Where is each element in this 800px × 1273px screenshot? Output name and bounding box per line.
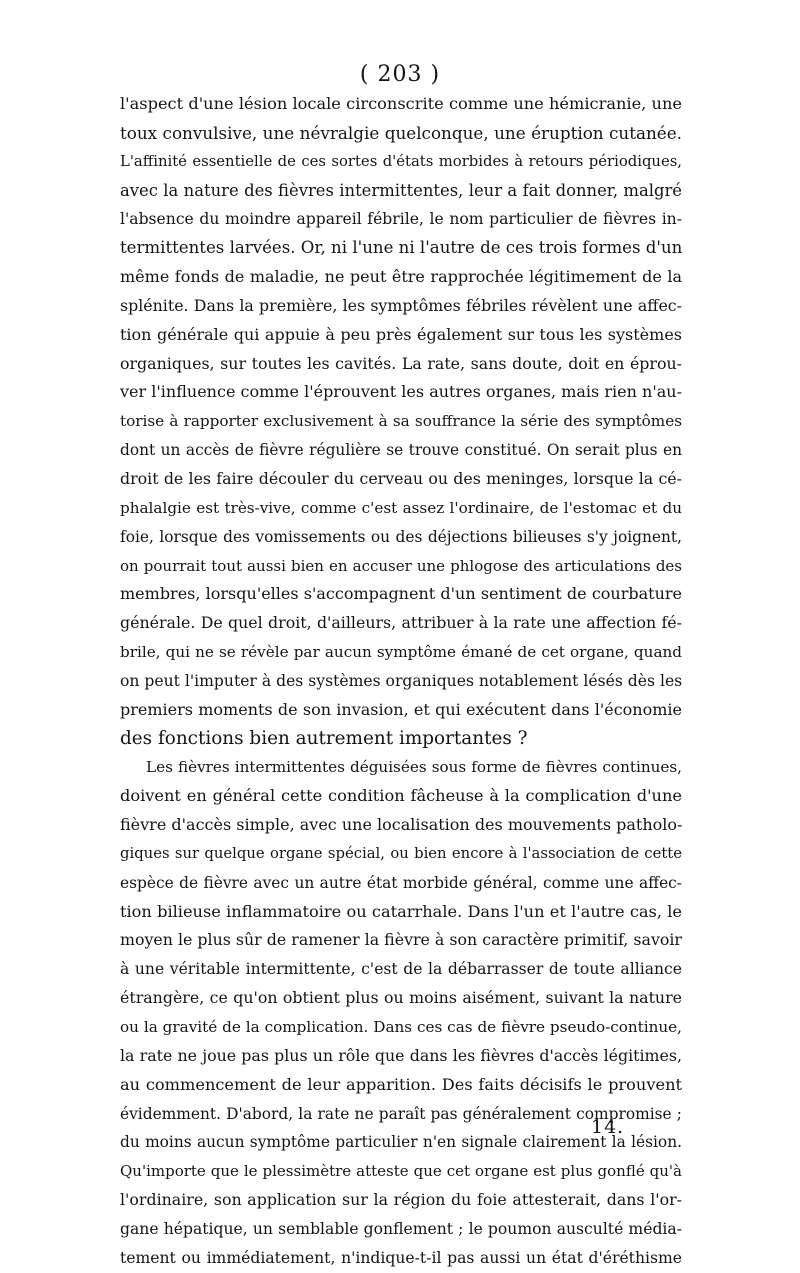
text-line: l'absence du moindre appareil fébrile, le nom particulier de fièvres in- (120, 210, 682, 229)
text-line: L'affinité essentielle de ces sortes d'états morbides à retours périodiques, (120, 152, 682, 170)
text-line: tion bilieuse inflammatoire ou catarrhale. Dans l'un et l'autre cas, le (120, 901, 682, 921)
signature-mark: 14. (591, 1116, 625, 1138)
text-line: l'aspect d'une lésion locale circonscrite comme une hémicranie, une (120, 94, 682, 113)
text-line: ver l'influence comme l'éprouvent les autres organes, mais rien n'au- (120, 382, 682, 402)
paragraph-1 (120, 90, 682, 753)
paragraph-2 (120, 753, 682, 1272)
text-line: à une véritable intermittente, c'est de la débarrasser de toute alliance (120, 960, 682, 979)
text-line: torise à rapporter exclusivement à sa souffrance la série des symptômes (120, 412, 682, 431)
text-line: moyen le plus sûr de ramener la fièvre à son caractère primitif, savoir (120, 930, 682, 950)
body-text (120, 90, 682, 1273)
text-line: giques sur quelque organe spécial, ou bien encore à l'association de cette (120, 844, 682, 862)
text-line: droit de les faire découler du cerveau ou des meninges, lorsque la cé- (120, 468, 682, 488)
text-line: Qu'importe que le plessimètre atteste que cet organe est plus gonflé qu'à (120, 1162, 682, 1181)
text-line: foie, lorsque des vomissements ou des déjections bilieuses s'y joignent, (120, 527, 682, 546)
text-line: ou la gravité de la complication. Dans ces cas de fièvre pseudo-continue, (120, 1018, 682, 1036)
text-line: générale. De quel droit, d'ailleurs, attribuer à la rate une affection fé- (120, 613, 682, 633)
text-line: évidemment. D'abord, la rate ne paraît pas généralement compromise ; (120, 1104, 682, 1123)
text-line: tion générale qui appuie à peu près également sur tous les systèmes (120, 324, 682, 344)
text-line: du moins aucun symptôme particulier n'en signale clairement la lésion. (120, 1133, 682, 1152)
text-line: fièvre d'accès simple, avec une localisation des mouvements patholo- (120, 815, 682, 835)
text-line: membres, lorsqu'elles s'accompagnent d'un sentiment de courbature (120, 584, 682, 604)
text-line: on peut l'imputer à des systèmes organiques notablement lésés dès les (120, 671, 682, 690)
text-line: phalalgie est très-vive, comme c'est assez l'ordinaire, de l'estomac et du (120, 498, 682, 517)
text-line: dont un accès de fièvre régulière se trouve constitué. On serait plus en (120, 441, 682, 460)
text-line: premiers moments de son invasion, et qui exécutent dans l'économie (120, 699, 682, 719)
text-line: tement ou immédiatement, n'indique-t-il pas aussi un état d'éréthisme (120, 1248, 682, 1267)
text-line: l'ordinaire, son application sur la région du foie attesterait, dans l'or- (120, 1190, 682, 1210)
text-line: on pourrait tout aussi bien en accuser une phlogose des articulations des (120, 556, 682, 575)
text-line: la rate ne joue pas plus un rôle que dans les fièvres d'accès légitimes, (120, 1045, 682, 1065)
text-line: espèce de fièvre avec un autre état morbide général, comme une affec- (120, 873, 682, 892)
text-line: gane hépatique, un semblable gonflement ; le poumon ausculté média- (120, 1219, 682, 1238)
text-line: brile, qui ne se révèle par aucun symptôme émané de cet organe, quand (120, 643, 682, 662)
text-line: toux convulsive, une névralgie quelconque, une éruption cutanée. (120, 122, 682, 143)
text-line: étrangère, ce qu'on obtient plus ou moins aisément, suivant la nature (120, 988, 682, 1008)
text-line: des fonctions bien autrement importantes ? (120, 727, 528, 749)
text-line: doivent en général cette condition fâcheuse à la complication d'une (120, 786, 682, 806)
text-line: organiques, sur toutes les cavités. La rate, sans doute, doit en éprou- (120, 353, 682, 373)
page-number: ( 203 ) (359, 62, 441, 87)
text-line: Les fièvres intermittentes déguisées sous forme de fièvres continues, (146, 758, 682, 777)
text-line: au commencement de leur apparition. Des faits décisifs le prouvent (120, 1074, 682, 1094)
text-line: même fonds de maladie, ne peut être rapprochée légitimement de la (120, 267, 682, 287)
text-line: splénite. Dans la première, les symptômes fébriles révèlent une affec- (120, 295, 682, 315)
text-line: avec la nature des fièvres intermittentes, leur a fait donner, malgré (120, 180, 682, 200)
text-line: termittentes larvées. Or, ni l'une ni l'autre de ces trois formes d'un (120, 238, 682, 258)
